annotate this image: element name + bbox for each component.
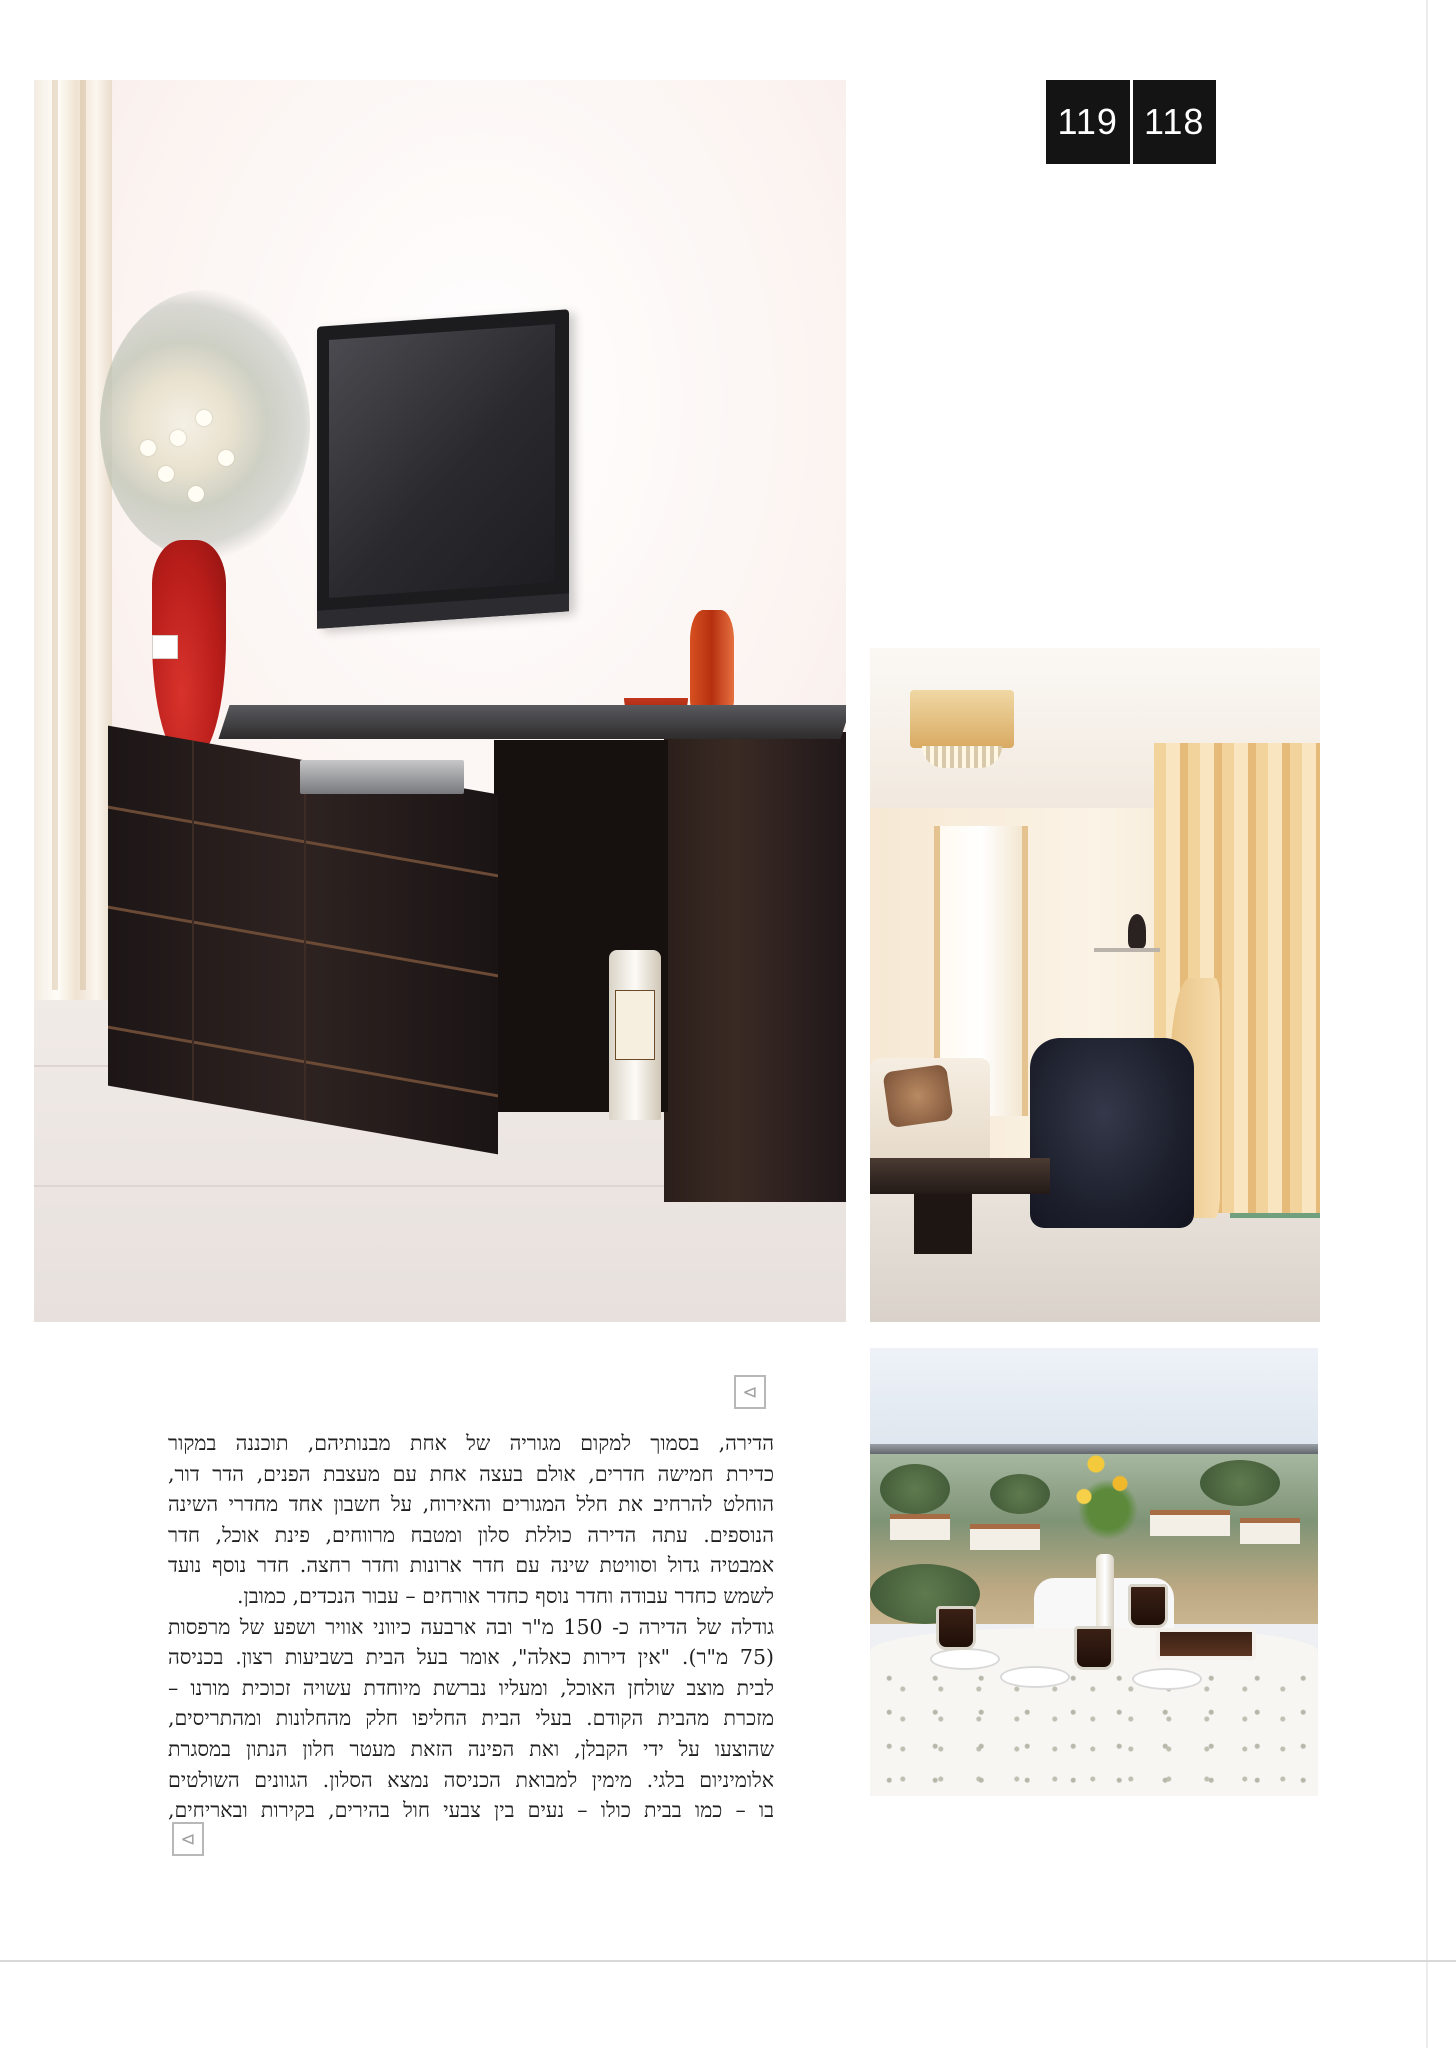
drawer-seam: [192, 740, 194, 1100]
house: [970, 1524, 1040, 1550]
coffee-cup: [1128, 1584, 1168, 1628]
article-line: כדירת חמישה חדרים, אולם בעצה אחת עם מעצבת הפנים, הדר דור,: [168, 1461, 774, 1486]
cabinet-side: [664, 732, 846, 1202]
coffee-cup: [936, 1606, 976, 1650]
flower: [218, 450, 234, 466]
tv-screen: [329, 324, 555, 598]
arrow-left-icon: ⊲: [734, 1375, 766, 1409]
article-line: שהוצעו על ידי הקבלן, ואת הפינה הזאת מעטר חלון הנתון במסגרת: [168, 1736, 774, 1761]
balcony-photo: [870, 1348, 1318, 1796]
house: [890, 1514, 950, 1540]
ceiling-lamp: [910, 690, 1014, 748]
curtain-fold: [52, 80, 58, 990]
orange-glass-vase: [690, 610, 734, 710]
article-line: הנוספים. עתה הדירה כוללת סלון ומטבח מרווחים, פינת אוכל, חדר: [168, 1522, 774, 1547]
flower: [158, 466, 174, 482]
tablecloth-embroidery: [880, 1668, 1310, 1788]
yellow-flowers: [1064, 1438, 1144, 1568]
wall-outlet: [152, 635, 178, 659]
cabinet-top: [218, 705, 846, 739]
cushion: [882, 1064, 953, 1128]
page-number-right: 118: [1130, 80, 1217, 164]
curtain: [34, 80, 112, 1000]
bottom-rule: [0, 1960, 1456, 1962]
article-line: הדירה, בסמוך למקום מגוריה של אחת מבנותיהם, תוכננה במקור: [168, 1431, 774, 1455]
whisky-bottle: [609, 950, 661, 1120]
flower: [170, 430, 186, 446]
lamp-crystals: [922, 746, 1002, 768]
page-number-left: 119: [1057, 101, 1118, 142]
coffee-cup: [1074, 1626, 1114, 1670]
flower-arrangement: [100, 290, 310, 560]
flower: [188, 486, 204, 502]
tree: [1200, 1460, 1280, 1506]
drawer-seam: [108, 906, 498, 978]
statue: [1128, 914, 1146, 948]
tv-cabinet-photo: [34, 80, 846, 1322]
article-body: [168, 1428, 774, 1826]
plate: [1000, 1666, 1070, 1688]
article-line: לבית מוצב שולחן האוכל, ומעליו נברשת מיוחדת עשויה זכוכית מורנו –: [168, 1675, 774, 1700]
house: [1240, 1518, 1300, 1544]
living-room-photo: [870, 648, 1320, 1322]
drawer-seam: [108, 806, 498, 878]
coffee-table: [870, 1158, 1050, 1194]
tree: [880, 1464, 950, 1514]
article-line: מזכרת מהבית הקודם. בעלי הבית החליפו חלק מהחלונות ומהתריסים,: [168, 1706, 774, 1731]
article-line: אלומיניום בלגי. מימין למבואת הכניסה נמצא הסלון. הגוונים השולטים: [168, 1767, 774, 1792]
curtain-fold: [80, 80, 86, 990]
flower: [140, 440, 156, 456]
article-line: בו – כמו בבית כולו – נעים בין צבעי חול בהירים, בקירות ובאריחים,: [168, 1798, 774, 1823]
plate: [930, 1648, 1000, 1670]
tree: [990, 1474, 1050, 1514]
article-line: גודלה של הדירה כ- 150 מ"ר ובה ארבעה כיווני אוויר ושפע של מרפסות: [168, 1614, 774, 1639]
article-line: (75 מ"ר). "אין דירות כאלה", אומר בעל הבית בשביעות רצון. בכניסה: [168, 1645, 774, 1670]
coffee-table-base: [914, 1194, 972, 1254]
page-number-box: [1046, 80, 1216, 164]
house: [1150, 1510, 1230, 1536]
leather-armchair: [1030, 1038, 1194, 1228]
arrow-left-icon: ⊲: [172, 1822, 204, 1856]
drawer-seam: [108, 1026, 498, 1098]
wall-shelf: [1094, 948, 1160, 952]
television: [317, 309, 569, 629]
flower: [196, 410, 212, 426]
article-line: הוחלט להרחיב את חלל המגורים והאירוח, על חשבון אחד מחדרי השינה: [168, 1492, 774, 1517]
dvd-player: [300, 760, 464, 794]
drawer-seam: [304, 760, 306, 1120]
sky: [870, 1348, 1318, 1448]
page-edge: [1426, 0, 1428, 2048]
article-line: לשמש כחדר עבודה וחדר נוסף כחדר אורחים – עבור הנכדים, כמובן.: [237, 1583, 774, 1608]
cake: [1156, 1628, 1256, 1660]
article-line: אמבטיה גדול וסוויטת שינה עם חדר ארונות וחדר רחצה. חדר נוסף נועד: [168, 1553, 774, 1578]
bottle-label: [615, 990, 655, 1060]
plate: [1132, 1668, 1202, 1690]
